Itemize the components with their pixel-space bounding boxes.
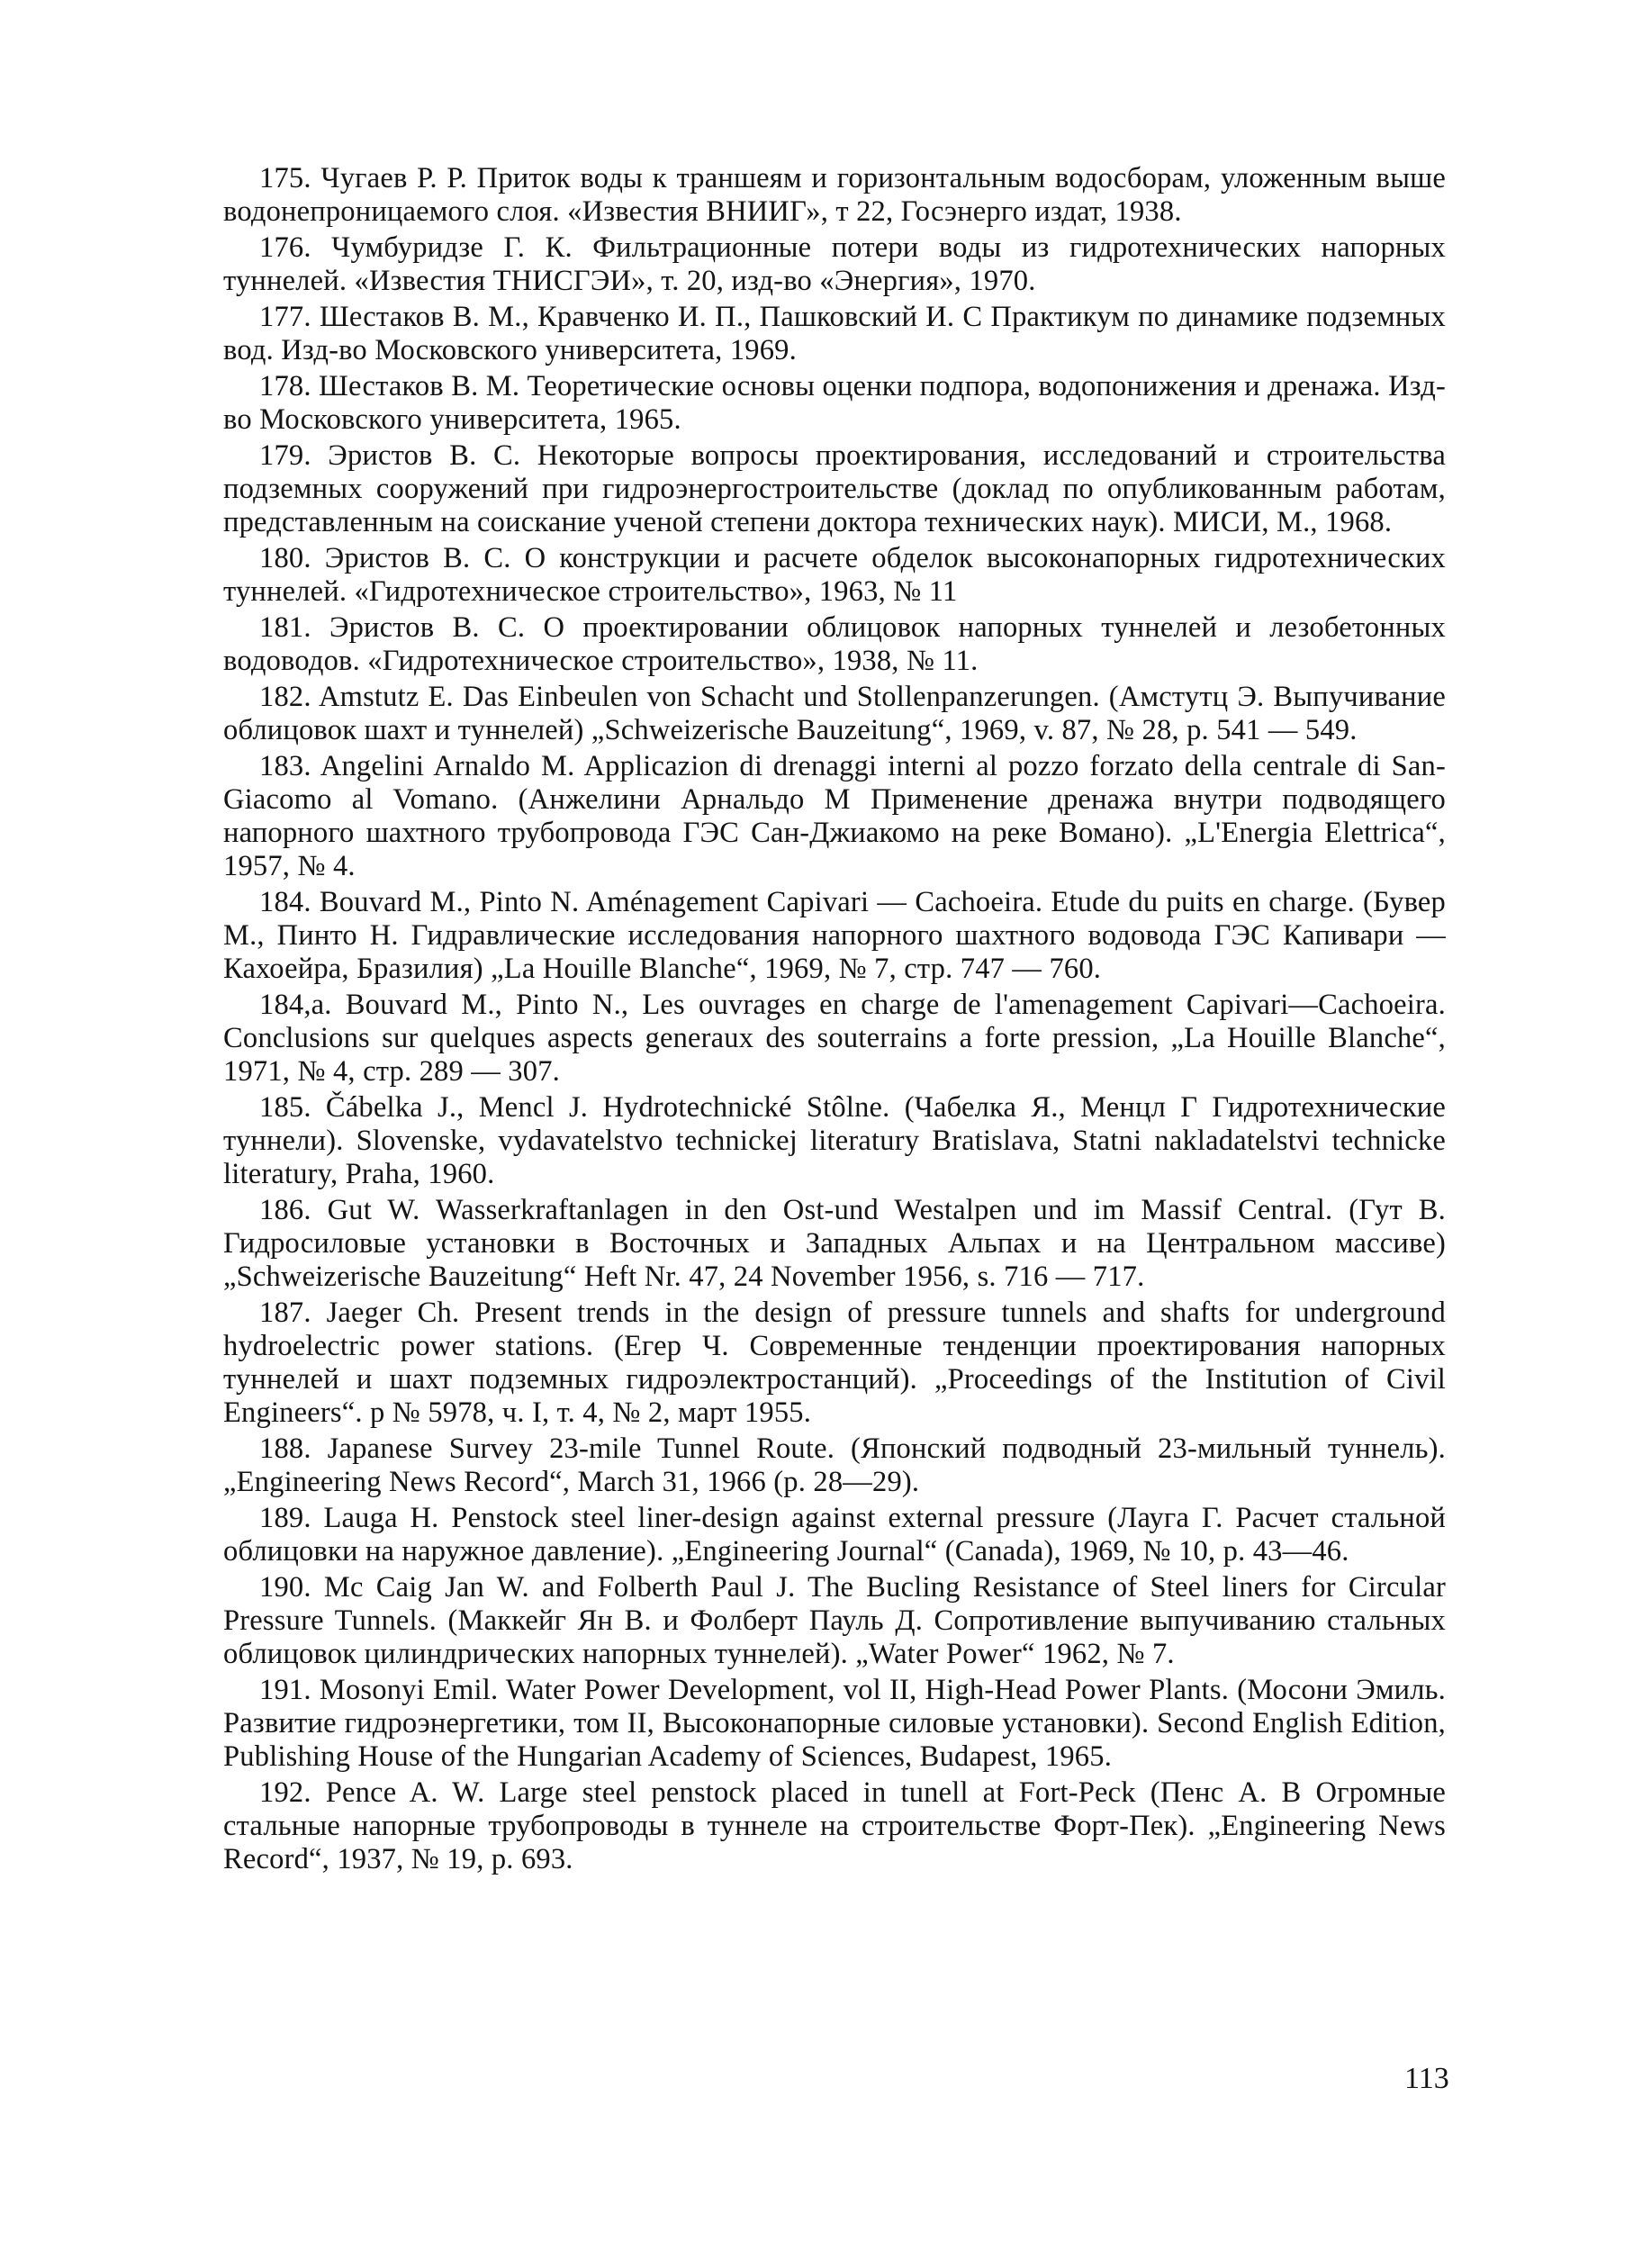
reference-number: 183.	[259, 750, 311, 782]
reference-text: Gut W. Wasserkraftanlagen in den Ost-und Westalpen und im Massif Central. (Гут В. Гидросиловые установки в Восточных и Западных Альпах и на Центральном массиве) „Schweizerische Bauzeitung“ Heft Nr. 47, 24 November 1956, s. 716 — 717.	[223, 1194, 1447, 1293]
reference-entry-184	[223, 886, 1446, 986]
reference-text: Bouvard M., Pinto N., Les ouvrages en charge de l'amenagement Capivari—Cachoeira. Conclusions sur quelques aspects generaux des souterrains a forte pression, „La Houille Blanche“, 1971, № 4, стр. 289 — 307.	[223, 989, 1446, 1088]
reference-entry-189	[223, 1502, 1446, 1568]
reference-text: Эристов В. С. О конструкции и расчете обделок высоконапорных гидротехнических туннелей. «Гидротехническое строительство», 1963, № 11	[223, 542, 1446, 608]
reference-number: 187.	[259, 1297, 311, 1329]
reference-entry-186	[223, 1194, 1446, 1294]
reference-number: 184,a.	[259, 989, 332, 1021]
reference-number: 190.	[259, 1571, 311, 1604]
reference-text: Mc Caig Jan W. and Folberth Paul J. The Bucling Resistance of Steel liners for Circular Pressure Tunnels. (Маккейг Ян В. и Фолберт Пауль Д. Сопротивление выпучиванию стальных облицовок цилиндрических напорных туннелей). „Water Power“ 1962, № 7.	[223, 1571, 1446, 1670]
reference-entry-188	[223, 1432, 1446, 1499]
reference-number: 188.	[259, 1432, 311, 1465]
reference-text: Jaeger Ch. Present trends in the design of pressure tunnels and shafts for underground hydroelectric power stations. (Егер Ч. Современные тенденции проектирования напорных туннелей и шахт подземных гидроэлектростанций). „Proceedings of the Institution of Civil Engineers“. p № 5978, ч. I, т. 4, № 2, март 1955.	[223, 1297, 1446, 1429]
reference-number: 180.	[259, 542, 311, 574]
reference-number: 185.	[259, 1091, 311, 1124]
reference-entry-179	[223, 439, 1446, 539]
reference-number: 182.	[259, 681, 311, 713]
reference-text: Чумбуридзе Г. К. Фильтрационные потери воды из гидротехнических напорных туннелей. «Известия ТНИСГЭИ», т. 20, изд-во «Энергия», 1970.	[223, 231, 1446, 297]
reference-text: Шестаков В. М., Кравченко И. П., Пашковский И. С Практикум по динамике подземных вод. Изд-во Московского университета, 1969.	[223, 301, 1446, 366]
reference-number: 181.	[259, 611, 311, 644]
reference-entry-180	[223, 542, 1446, 609]
reference-entry-191	[223, 1674, 1446, 1774]
reference-text: Шестаков В. М. Теоретические основы оценки подпора, водопонижения и дренажа. Изд-во Московского университета, 1965.	[223, 370, 1446, 436]
reference-text: Angelini Arnaldo M. Applicazion di drenaggi interni al pozzo forzato della centrale di San-Giacomo al Vomano. (Анжелини Арнальдо М Применение дренажа внутри подводящего напорного шахтного трубопровода ГЭС Сан-Джиакомо на реке Вомано). „L'Energia Elettrica“, 1957, № 4.	[223, 750, 1446, 882]
reference-number: 179.	[259, 439, 311, 472]
reference-text: Čábelka J., Mencl J. Hydrotechnické Stôlne. (Чабелка Я., Менцл Г Гидротехнические туннели). Slovenske, vydavatelstvo technickej literatury Bratislava, Statni nakladatelstvi technicke literatury, Praha, 1960.	[223, 1091, 1446, 1190]
reference-number: 192.	[259, 1776, 311, 1809]
reference-text: Japanese Survey 23-mile Tunnel Route. (Японский подводный 23-мильный туннель). „Engineering News Record“, March 31, 1966 (p. 28—29).	[223, 1432, 1447, 1498]
reference-number: 177.	[259, 301, 311, 333]
reference-entry-181	[223, 611, 1446, 678]
reference-text: Эристов В. С. О проектировании облицовок напорных туннелей и лезобетонных водоводов. «Гидротехническое строительство», 1938, № 11.	[223, 611, 1446, 677]
page-number: 113	[1404, 2062, 1449, 2095]
reference-entry-183	[223, 750, 1446, 883]
reference-text: Mosonyi Emil. Water Power Development, vol II, High-Head Power Plants. (Мосони Эмиль. Развитие гидроэнергетики, том II, Высоконапорные силовые установки). Second English Edition, Publishing House of the Hungarian Academy of Sciences, Budapest, 1965.	[223, 1674, 1446, 1773]
reference-text: Bouvard M., Pinto N. Aménagement Capivari — Cachoeira. Etude du puits en charge. (Бувер М., Пинто Н. Гидравлические исследования напорного шахтного водовода ГЭС Капивари — Кахоейра, Бразилия) „La Houille Blanche“, 1969, № 7, стр. 747 — 760.	[223, 886, 1447, 985]
reference-text: Pence A. W. Large steel penstock placed in tunell at Fort-Peck (Пенс А. В Огромные стальные напорные трубопроводы в туннеле на строительстве Форт-Пек). „Engineering News Record“, 1937, № 19, p. 693.	[223, 1776, 1446, 1875]
reference-number: 189.	[259, 1502, 311, 1534]
reference-entry-177	[223, 301, 1446, 367]
reference-entry-176	[223, 231, 1446, 298]
reference-entry-190	[223, 1571, 1446, 1671]
reference-entry-184a	[223, 989, 1446, 1089]
reference-text: Чугаев Р. Р. Приток воды к траншеям и горизонтальным водосборам, уложенным выше водонепроницаемого слоя. «Известия ВНИИГ», т 22, Госэнерго издат, 1938.	[223, 162, 1446, 228]
reference-number: 184.	[259, 886, 311, 918]
reference-text: Amstutz E. Das Einbeulen von Schacht und Stollenpanzerungen. (Амстутц Э. Выпучивание облицовок шахт и туннелей) „Schweizerische Bauzeitung“, 1969, v. 87, № 28, p. 541 — 549.	[223, 681, 1446, 746]
reference-number: 191.	[259, 1674, 311, 1706]
reference-number: 176.	[259, 231, 311, 264]
reference-text: Lauga H. Penstock steel liner-design against external pressure (Лауга Г. Расчет стальной облицовки на наружное давление). „Engineering Journal“ (Canada), 1969, № 10, p. 43—46.	[223, 1502, 1446, 1568]
reference-entry-185	[223, 1091, 1446, 1191]
reference-entry-175	[223, 162, 1446, 229]
reference-number: 186.	[259, 1194, 311, 1226]
reference-entry-178	[223, 370, 1446, 437]
reference-list	[223, 162, 1446, 1879]
reference-text: Эристов В. С. Некоторые вопросы проектирования, исследований и строительства подземных сооружений при гидроэнергостроительстве (доклад по опубликованным работам, представленным на соискание ученой степени доктора технических наук). МИСИ, М., 1968.	[223, 439, 1446, 538]
reference-entry-182	[223, 681, 1446, 747]
reference-number: 178.	[259, 370, 311, 402]
reference-number: 175.	[259, 162, 311, 194]
reference-entry-187	[223, 1297, 1446, 1430]
reference-entry-192	[223, 1776, 1446, 1876]
